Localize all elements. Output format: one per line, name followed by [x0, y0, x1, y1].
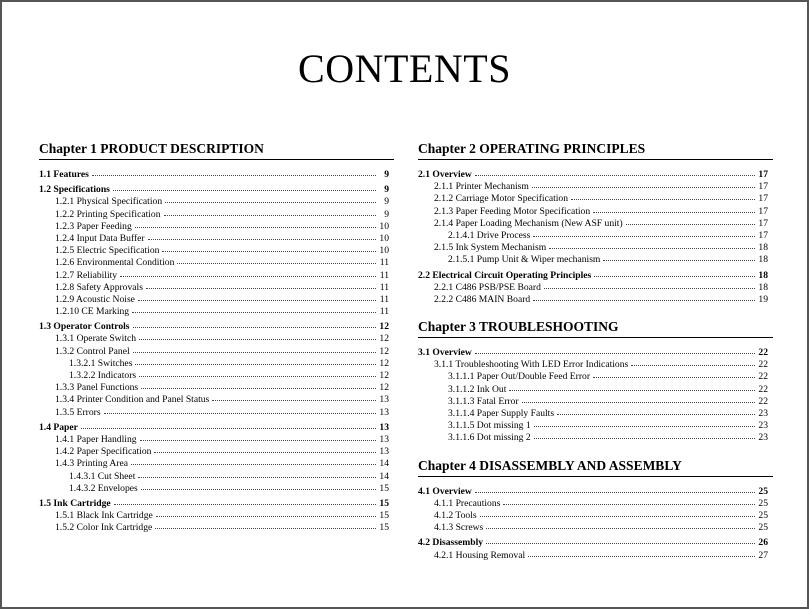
chapter-heading[interactable]: Chapter 3 TROUBLESHOOTING [418, 318, 773, 338]
toc-entry[interactable] [39, 231, 394, 243]
toc-column-right [418, 140, 773, 574]
toc-entry[interactable] [418, 406, 773, 418]
toc-entry-label: 4.2 Disassembly [418, 537, 484, 549]
toc-page-number: 12 [379, 382, 389, 394]
toc-entry[interactable] [418, 382, 773, 394]
toc-entry[interactable] [39, 280, 394, 292]
dot-leader [534, 418, 755, 428]
toc-entry-label: 1.4 Paper [39, 421, 78, 433]
dot-leader [139, 368, 376, 378]
dot-leader [571, 191, 755, 201]
toc-page-number: 22 [758, 395, 768, 407]
dot-leader [475, 484, 755, 494]
dot-leader [528, 548, 755, 558]
toc-entry[interactable] [418, 228, 773, 240]
dot-leader [120, 268, 376, 278]
toc-entry-label: 1.2 Specifications [39, 184, 110, 196]
toc-section [39, 167, 394, 179]
toc-entry-label: 4.1 Overview [418, 485, 472, 497]
toc-entry[interactable] [418, 508, 773, 520]
dot-leader [133, 344, 376, 354]
toc-entry-label: 3.1.1.4 Paper Supply Faults [448, 408, 555, 419]
toc-section [418, 535, 773, 559]
toc-page-number: 9 [384, 169, 389, 180]
toc-entry[interactable] [418, 394, 773, 406]
dot-leader [532, 179, 755, 189]
dot-leader [549, 240, 755, 250]
toc-entry-label: 1.2.4 Input Data Buffer [55, 232, 145, 244]
toc-page-number: 18 [758, 269, 768, 281]
toc-entry[interactable] [39, 432, 394, 444]
dot-leader [533, 228, 755, 238]
toc-entry[interactable] [418, 179, 773, 191]
dot-leader [165, 194, 376, 204]
toc-entry-label: 1.5 Ink Cartridge [39, 497, 111, 509]
toc-page-number: 18 [758, 281, 768, 293]
toc-entry-label: 1.3.2 Control Panel [55, 345, 130, 357]
chapter-heading[interactable]: Chapter 1 PRODUCT DESCRIPTION [39, 140, 394, 160]
toc-page-number: 18 [758, 254, 768, 266]
toc-entry[interactable] [39, 456, 394, 468]
toc-entry[interactable] [39, 469, 394, 481]
toc-entry[interactable] [418, 204, 773, 216]
toc-entry-label: 1.2.7 Reliability [55, 269, 118, 281]
dot-leader [104, 405, 376, 415]
toc-entry-label: 2.1.5.1 Pump Unit & Wiper mechanism [448, 254, 601, 266]
chapter-heading[interactable]: Chapter 4 DISASSEMBLY AND ASSEMBLY [418, 457, 773, 477]
toc-entry[interactable] [39, 496, 394, 508]
toc-page-number: 12 [379, 345, 389, 357]
dot-leader [154, 444, 376, 454]
toc-page-number: 17 [758, 181, 768, 193]
toc-page-number: 14 [379, 470, 389, 482]
toc-entry-label: 1.3.1 Operate Switch [55, 333, 136, 345]
dot-leader [156, 508, 376, 518]
toc-page-number: 13 [379, 421, 389, 433]
toc-section [39, 319, 394, 417]
toc-section [418, 345, 773, 443]
toc-page-number: 9 [384, 196, 389, 208]
dot-leader [522, 394, 755, 404]
dot-leader [141, 481, 376, 491]
toc-page-number: 27 [758, 549, 768, 561]
toc-page-number: 15 [379, 510, 389, 522]
toc-entry[interactable] [418, 268, 773, 280]
toc-entry-label: 1.4.3 Printing Area [55, 458, 129, 470]
dot-leader [475, 345, 755, 355]
dot-leader [139, 331, 376, 341]
toc-page-number: 12 [379, 370, 389, 381]
toc-page-number: 25 [758, 485, 768, 497]
toc-entry-label: 1.3.5 Errors [55, 406, 101, 418]
toc-section [418, 484, 773, 533]
toc-entry-label: 1.4.3.2 Envelopes [69, 482, 138, 494]
toc-entry-label: 4.1.1 Precautions [434, 497, 501, 509]
toc-entry[interactable] [418, 369, 773, 381]
dot-leader [148, 231, 376, 241]
toc-entry-label: 2.1.4.1 Drive Process [448, 229, 531, 241]
toc-entry-label: 1.2.9 Acoustic Noise [55, 293, 135, 305]
toc-page-number: 17 [758, 217, 768, 229]
toc-page-number: 11 [379, 281, 389, 293]
dot-leader [140, 432, 376, 442]
toc-entry-label: 1.2.1 Physical Specification [55, 196, 163, 208]
toc-entry-label: 3.1.1.5 Dot missing 1 [448, 420, 531, 432]
dot-leader [138, 469, 376, 479]
toc-page-number: 22 [758, 347, 768, 359]
toc-entry[interactable] [39, 444, 394, 456]
toc-entry-label: 1.3.4 Printer Condition and Panel Status [55, 394, 210, 406]
toc-page-number: 13 [379, 394, 389, 406]
dot-leader [162, 243, 376, 253]
toc-entry-label: 1.2.10 CE Marking [55, 306, 130, 318]
dot-leader [533, 292, 755, 302]
dot-leader [81, 420, 376, 430]
dot-leader [503, 496, 755, 506]
dot-leader [544, 280, 755, 290]
toc-entry[interactable] [39, 304, 394, 316]
toc-entry[interactable] [39, 481, 394, 493]
toc-entry[interactable] [39, 356, 394, 368]
toc-page-number: 25 [758, 497, 768, 509]
toc-page-number: 10 [379, 232, 389, 244]
toc-entry-label: 3.1.1 Troubleshooting With LED Error Indications [434, 359, 629, 371]
toc-entry[interactable] [39, 207, 394, 219]
dot-leader [631, 357, 755, 367]
toc-entry[interactable] [418, 548, 773, 560]
toc-entry-label: 3.1.1.2 Ink Out [448, 383, 507, 395]
dot-leader [146, 280, 376, 290]
toc-entry[interactable] [39, 219, 394, 231]
toc-page-number: 23 [758, 408, 768, 419]
toc-entry[interactable] [418, 191, 773, 203]
dot-leader [626, 216, 755, 226]
toc-column-left [39, 140, 394, 546]
toc-entry-label: 1.2.3 Paper Feeding [55, 220, 132, 232]
toc-entry[interactable] [39, 268, 394, 280]
toc-entry[interactable] [418, 496, 773, 508]
toc-page-number: 17 [758, 229, 768, 241]
dot-leader [132, 304, 376, 314]
dot-leader [155, 520, 376, 530]
chapter-block [418, 457, 773, 560]
toc-page-number: 14 [379, 458, 389, 470]
toc-entry-label: 1.4.1 Paper Handling [55, 433, 137, 445]
dot-leader [212, 392, 376, 402]
toc-page-number: 22 [758, 371, 768, 383]
toc-page-number: 9 [384, 208, 389, 220]
toc-page-number: 15 [379, 482, 389, 494]
toc-entry-label: 1.3.2.2 Indicators [69, 370, 137, 381]
toc-entry-label: 2.2.1 C486 PSB/PSE Board [434, 281, 541, 293]
toc-entry[interactable] [418, 357, 773, 369]
chapter-block [418, 318, 773, 443]
toc-page-number: 17 [758, 193, 768, 205]
toc-page-number: 22 [758, 383, 768, 395]
toc-section [39, 182, 394, 316]
dot-leader [141, 380, 376, 390]
toc-entry[interactable] [418, 292, 773, 304]
toc-entry-label: 2.1.1 Printer Mechanism [434, 181, 529, 193]
dot-leader [135, 356, 376, 366]
toc-entry[interactable] [39, 392, 394, 404]
toc-entry-label: 2.2.2 C486 MAIN Board [434, 293, 531, 305]
dot-leader [133, 319, 376, 329]
dot-leader [177, 255, 376, 265]
toc-entry[interactable] [39, 344, 394, 356]
toc-section [418, 268, 773, 305]
toc-page-number: 13 [379, 406, 389, 418]
dot-leader [114, 496, 376, 506]
dot-leader [113, 182, 376, 192]
toc-entry-label: 1.2.2 Printing Specification [55, 208, 161, 220]
dot-leader [486, 520, 755, 530]
toc-section [39, 420, 394, 493]
toc-entry[interactable] [418, 240, 773, 252]
toc-entry-label: 2.1.5 Ink System Mechanism [434, 242, 547, 254]
dot-leader [135, 219, 376, 229]
toc-entry-label: 1.3.3 Panel Functions [55, 382, 139, 394]
dot-leader [131, 456, 376, 466]
toc-entry-label: 3.1.1.6 Dot missing 2 [448, 432, 531, 444]
toc-entry[interactable] [39, 380, 394, 392]
dot-leader [593, 204, 755, 214]
toc-entry-label: 1.3.2.1 Switches [69, 357, 133, 369]
toc-page-number: 11 [379, 257, 389, 269]
dot-leader [534, 430, 755, 440]
toc-entry-label: 2.1.4 Paper Loading Mechanism (New ASF unit) [434, 217, 623, 229]
toc-entry[interactable] [39, 331, 394, 343]
toc-page-number: 19 [758, 293, 768, 305]
toc-entry-label: 1.4.3.1 Cut Sheet [69, 470, 136, 482]
chapter-heading[interactable]: Chapter 2 OPERATING PRINCIPLES [418, 140, 773, 160]
toc-page-number: 15 [379, 522, 389, 534]
toc-page-number: 13 [379, 446, 389, 458]
dot-leader [594, 268, 755, 278]
toc-entry[interactable] [418, 430, 773, 442]
toc-page-number: 12 [379, 333, 389, 345]
toc-entry[interactable] [39, 167, 394, 179]
toc-entry[interactable] [39, 243, 394, 255]
toc-entry-label: 2.2 Electrical Circuit Operating Principles [418, 269, 592, 281]
toc-entry-label: 1.4.2 Paper Specification [55, 446, 152, 458]
toc-page-number: 15 [379, 497, 389, 509]
toc-page-number: 25 [758, 509, 768, 521]
toc-page-number: 13 [379, 433, 389, 445]
toc-entry-label: 1.5.1 Black Ink Cartridge [55, 510, 153, 522]
toc-entry-label: 4.1.2 Tools [434, 509, 477, 521]
toc-page-number: 18 [758, 242, 768, 254]
toc-entry[interactable] [39, 194, 394, 206]
dot-leader [509, 382, 755, 392]
dot-leader [486, 535, 755, 545]
toc-page-number: 12 [379, 357, 389, 369]
toc-entry[interactable] [39, 255, 394, 267]
toc-entry[interactable] [39, 420, 394, 432]
dot-leader [138, 292, 376, 302]
toc-entry-label: 3.1.1.3 Fatal Error [448, 395, 519, 407]
toc-entry[interactable] [39, 520, 394, 532]
toc-page-number: 25 [758, 522, 768, 534]
toc-page-number: 9 [384, 184, 389, 196]
toc-page-number: 10 [379, 220, 389, 232]
dot-leader [164, 207, 376, 217]
toc-section [418, 167, 773, 265]
toc-entry[interactable] [418, 252, 773, 264]
toc-entry[interactable] [39, 405, 394, 417]
chapter-block [39, 140, 394, 532]
dot-leader [593, 369, 755, 379]
toc-page-number: 23 [758, 432, 768, 444]
toc-entry-label: 1.3 Operator Controls [39, 321, 130, 333]
dot-leader [475, 167, 755, 177]
dot-leader [603, 252, 755, 262]
chapter-block [418, 140, 773, 304]
toc-entry[interactable] [39, 292, 394, 304]
toc-entry[interactable] [418, 520, 773, 532]
toc-page-number: 11 [379, 293, 389, 305]
toc-page-number: 10 [379, 245, 389, 257]
dot-leader [557, 406, 755, 416]
toc-entry-label: 2.1.3 Paper Feeding Motor Specification [434, 205, 591, 217]
toc-page-number: 11 [379, 306, 389, 318]
toc-entry[interactable] [418, 167, 773, 179]
toc-entry-label: 3.1 Overview [418, 347, 472, 359]
toc-entry[interactable] [418, 345, 773, 357]
page-title: CONTENTS [298, 46, 511, 91]
toc-entry-label: 3.1.1.1 Paper Out/Double Feed Error [448, 371, 591, 383]
toc-entry[interactable] [418, 280, 773, 292]
toc-entry[interactable] [39, 508, 394, 520]
toc-entry-label: 2.1.2 Carriage Motor Specification [434, 193, 569, 205]
dot-leader [92, 167, 376, 177]
toc-page-number: 26 [758, 537, 768, 549]
toc-entry[interactable] [418, 418, 773, 430]
toc-page-number: 17 [758, 169, 768, 180]
toc-entry[interactable] [418, 535, 773, 547]
toc-entry[interactable] [418, 484, 773, 496]
toc-page-number: 23 [758, 420, 768, 432]
toc-entry-label: 1.2.5 Electric Specification [55, 245, 160, 257]
toc-entry[interactable] [39, 368, 394, 380]
toc-entry-label: 1.1 Features [39, 169, 89, 180]
toc-entry-label: 4.1.3 Screws [434, 522, 484, 534]
toc-entry-label: 1.2.6 Environmental Condition [55, 257, 175, 269]
toc-entry-label: 4.2.1 Housing Removal [434, 549, 526, 561]
toc-entry[interactable] [418, 216, 773, 228]
toc-section [39, 496, 394, 533]
toc-page-number: 22 [758, 359, 768, 371]
toc-entry-label: 2.1 Overview [418, 169, 472, 180]
toc-page-number: 12 [379, 321, 389, 333]
toc-page-number: 17 [758, 205, 768, 217]
toc-entry[interactable] [39, 182, 394, 194]
dot-leader [480, 508, 755, 518]
toc-entry[interactable] [39, 319, 394, 331]
toc-entry-label: 1.5.2 Color Ink Cartridge [55, 522, 153, 534]
toc-entry-label: 1.2.8 Safety Approvals [55, 281, 143, 293]
toc-page-number: 11 [379, 269, 389, 281]
